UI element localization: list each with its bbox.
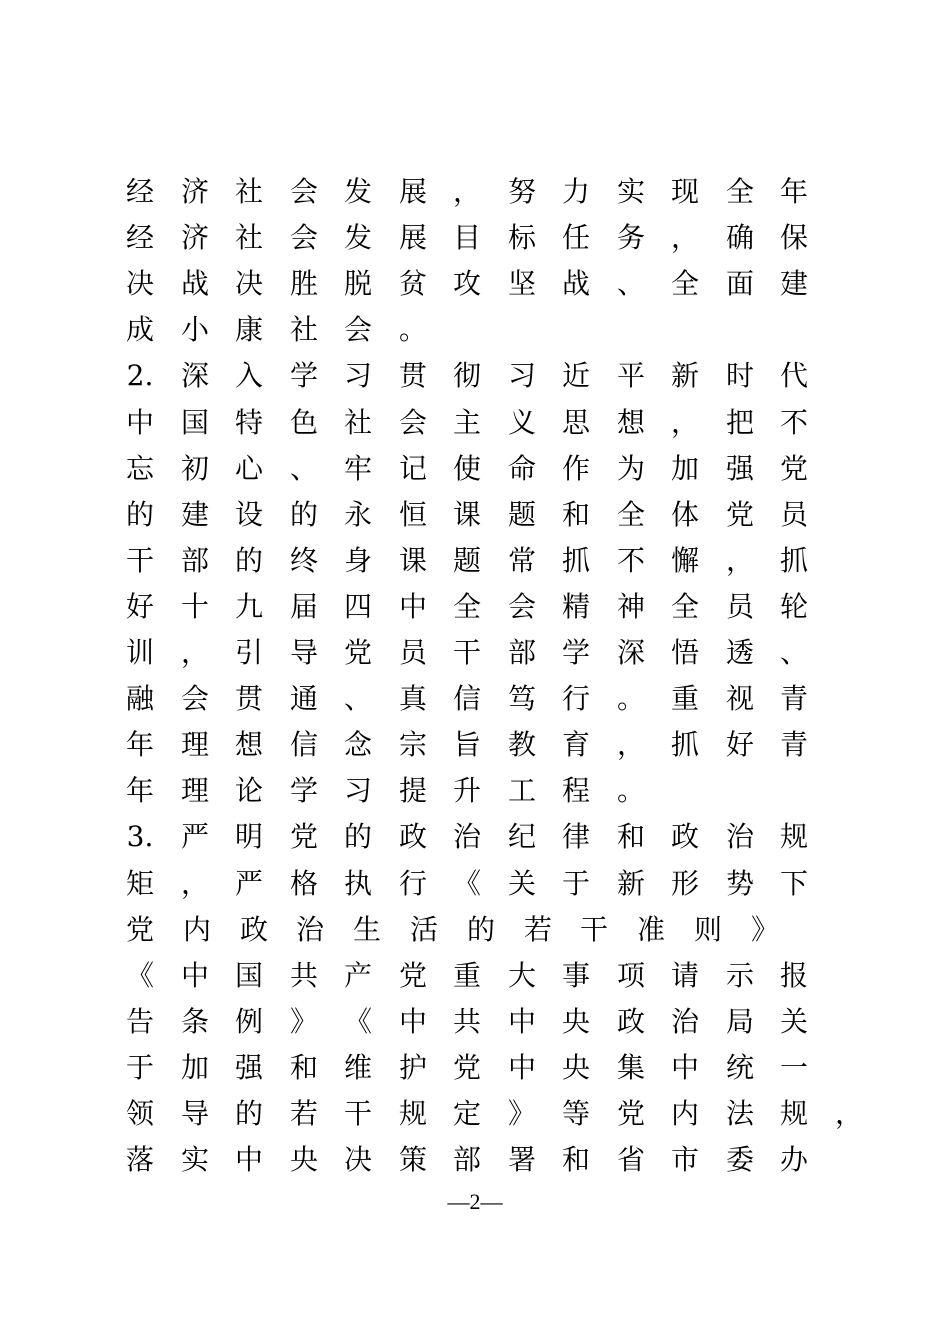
text-char: 任 bbox=[561, 221, 590, 254]
text-char: 省 bbox=[616, 1143, 645, 1176]
text-char: 力 bbox=[561, 175, 590, 208]
text-char: 引 bbox=[234, 636, 263, 669]
text-char: 法 bbox=[725, 1097, 754, 1130]
text-char: 中 bbox=[234, 1143, 263, 1176]
text-char: 务 bbox=[616, 221, 645, 254]
text-line bbox=[124, 499, 844, 539]
text-char: ， bbox=[452, 175, 481, 208]
text-line bbox=[124, 591, 844, 631]
text-char: 确 bbox=[725, 221, 754, 254]
text-char: 2. bbox=[126, 359, 154, 392]
text-char: 例 bbox=[234, 1005, 263, 1038]
text-char: 精 bbox=[561, 590, 590, 623]
text-char: 康 bbox=[234, 313, 263, 346]
text-char: 治 bbox=[725, 820, 754, 853]
text-line bbox=[124, 1052, 844, 1092]
text-char: 共 bbox=[452, 1005, 481, 1038]
text-char: 经 bbox=[125, 175, 154, 208]
text-char: 、 bbox=[343, 682, 372, 715]
text-char: 色 bbox=[289, 406, 318, 439]
text-char: 规 bbox=[779, 820, 808, 853]
text-line bbox=[124, 360, 844, 400]
text-char: 信 bbox=[289, 728, 318, 761]
text-char: 内 bbox=[670, 1097, 699, 1130]
text-char: 战 bbox=[180, 267, 209, 300]
text-char: 干 bbox=[343, 1097, 372, 1130]
text-char: 准 bbox=[636, 913, 665, 946]
text-char: ， bbox=[670, 406, 699, 439]
text-char: 透 bbox=[725, 636, 754, 669]
text-char: 中 bbox=[398, 590, 427, 623]
text-char: 规 bbox=[398, 1097, 427, 1130]
text-char: 贯 bbox=[234, 682, 263, 715]
text-char: 作 bbox=[561, 452, 590, 485]
text-char: 十 bbox=[180, 590, 209, 623]
text-line bbox=[124, 729, 844, 769]
text-char: 关 bbox=[779, 1005, 808, 1038]
text-char: 署 bbox=[507, 1143, 536, 1176]
text-char: 中 bbox=[125, 406, 154, 439]
text-char: 党 bbox=[725, 498, 754, 531]
text-char: 治 bbox=[452, 820, 481, 853]
text-char: 通 bbox=[289, 682, 318, 715]
text-char: 实 bbox=[180, 1143, 209, 1176]
text-char: 把 bbox=[725, 406, 754, 439]
text-char: 抓 bbox=[779, 544, 808, 577]
text-char: 告 bbox=[125, 1005, 154, 1038]
text-char: 保 bbox=[779, 221, 808, 254]
text-char: 体 bbox=[670, 498, 699, 531]
text-char: 初 bbox=[180, 452, 209, 485]
text-char: 特 bbox=[234, 406, 263, 439]
text-char: 和 bbox=[616, 820, 645, 853]
text-char: 政 bbox=[239, 913, 268, 946]
text-char: 重 bbox=[452, 959, 481, 992]
text-char: ， bbox=[670, 221, 699, 254]
text-char: 教 bbox=[507, 728, 536, 761]
text-char: 题 bbox=[507, 498, 536, 531]
text-char: 和 bbox=[289, 1051, 318, 1084]
text-line bbox=[124, 407, 844, 447]
text-char: 好 bbox=[725, 728, 754, 761]
text-char: 年 bbox=[125, 728, 154, 761]
text-char: 轮 bbox=[779, 590, 808, 623]
text-line bbox=[124, 176, 844, 216]
text-char: 习 bbox=[343, 774, 372, 807]
text-char: 央 bbox=[561, 1051, 590, 1084]
text-char: 《 bbox=[452, 867, 481, 900]
text-char: 旨 bbox=[452, 728, 481, 761]
text-char: ， bbox=[180, 867, 209, 900]
text-char: 社 bbox=[289, 313, 318, 346]
text-char: 身 bbox=[343, 544, 372, 577]
text-char: 办 bbox=[779, 1143, 808, 1176]
text-char: 关 bbox=[507, 867, 536, 900]
text-char: 强 bbox=[725, 452, 754, 485]
text-char: 加 bbox=[670, 452, 699, 485]
text-char: 中 bbox=[507, 1005, 536, 1038]
text-line bbox=[124, 960, 844, 1000]
text-char: 社 bbox=[234, 175, 263, 208]
text-char: 程 bbox=[561, 774, 590, 807]
text-char: 决 bbox=[125, 267, 154, 300]
text-char: 政 bbox=[670, 820, 699, 853]
text-char: 恒 bbox=[398, 498, 427, 531]
text-char: 决 bbox=[234, 267, 263, 300]
text-char: 成 bbox=[125, 313, 154, 346]
text-char: 实 bbox=[616, 175, 645, 208]
text-char: 纪 bbox=[507, 820, 536, 853]
text-char: 思 bbox=[561, 406, 590, 439]
text-char: 届 bbox=[289, 590, 318, 623]
text-char: 请 bbox=[670, 959, 699, 992]
text-char: 平 bbox=[616, 359, 645, 392]
text-char: 共 bbox=[289, 959, 318, 992]
text-char: 导 bbox=[289, 636, 318, 669]
text-char: 员 bbox=[725, 590, 754, 623]
text-line bbox=[124, 1006, 844, 1046]
text-char: 若 bbox=[289, 1097, 318, 1130]
text-char: 社 bbox=[234, 221, 263, 254]
text-char: 济 bbox=[180, 221, 209, 254]
text-char: 的 bbox=[466, 913, 495, 946]
text-char: 、 bbox=[289, 452, 318, 485]
text-char: 升 bbox=[452, 774, 481, 807]
text-char: 育 bbox=[561, 728, 590, 761]
text-char: 干 bbox=[125, 544, 154, 577]
text-char: 青 bbox=[779, 682, 808, 715]
text-char: 心 bbox=[234, 452, 263, 485]
text-char: 永 bbox=[343, 498, 372, 531]
text-char: 规 bbox=[779, 1097, 808, 1130]
text-line bbox=[124, 222, 844, 262]
text-char: 信 bbox=[452, 682, 481, 715]
text-char: 会 bbox=[289, 175, 318, 208]
text-char: 集 bbox=[616, 1051, 645, 1084]
text-char: 于 bbox=[561, 867, 590, 900]
page-number: —2— bbox=[447, 1189, 503, 1214]
text-char: 发 bbox=[343, 175, 372, 208]
text-char: 生 bbox=[352, 913, 381, 946]
text-char: 义 bbox=[507, 406, 536, 439]
text-line bbox=[124, 268, 844, 308]
text-char: 、 bbox=[779, 636, 808, 669]
text-char: 干 bbox=[579, 913, 608, 946]
text-char: 落 bbox=[125, 1143, 154, 1176]
text-line bbox=[124, 637, 844, 677]
text-char: 近 bbox=[561, 359, 590, 392]
text-char: 行 bbox=[398, 867, 427, 900]
text-char: 课 bbox=[398, 544, 427, 577]
text-char: 新 bbox=[670, 359, 699, 392]
text-char: 项 bbox=[616, 959, 645, 992]
text-char: 国 bbox=[234, 959, 263, 992]
text-char: 治 bbox=[670, 1005, 699, 1038]
text-char: 标 bbox=[507, 221, 536, 254]
text-char: 会 bbox=[343, 313, 372, 346]
text-char: 贯 bbox=[398, 359, 427, 392]
text-char: 常 bbox=[507, 544, 536, 577]
text-char: 论 bbox=[234, 774, 263, 807]
text-char: 党 bbox=[289, 820, 318, 853]
text-char: 懈 bbox=[670, 544, 699, 577]
text-char: 的 bbox=[234, 1097, 263, 1130]
text-char: 统 bbox=[725, 1051, 754, 1084]
text-char: 。 bbox=[616, 774, 645, 807]
text-char: 委 bbox=[725, 1143, 754, 1176]
text-char: 格 bbox=[289, 867, 318, 900]
text-char: 建 bbox=[779, 267, 808, 300]
text-char: 中 bbox=[507, 1051, 536, 1084]
text-char: 主 bbox=[452, 406, 481, 439]
text-line bbox=[124, 775, 844, 815]
text-char: 年 bbox=[779, 175, 808, 208]
text-line bbox=[124, 683, 844, 723]
text-char: ， bbox=[725, 544, 754, 577]
text-char: 发 bbox=[343, 221, 372, 254]
text-char: 四 bbox=[343, 590, 372, 623]
text-char: 等 bbox=[561, 1097, 590, 1130]
text-char: 不 bbox=[616, 544, 645, 577]
text-char: 加 bbox=[180, 1051, 209, 1084]
text-char: 全 bbox=[452, 590, 481, 623]
text-char: 深 bbox=[180, 359, 209, 392]
text-char: 不 bbox=[779, 406, 808, 439]
text-char: 贫 bbox=[398, 267, 427, 300]
text-char: 严 bbox=[234, 867, 263, 900]
text-char: 员 bbox=[779, 498, 808, 531]
text-line bbox=[124, 314, 844, 354]
text-char: 笃 bbox=[507, 682, 536, 715]
text-char: 会 bbox=[507, 590, 536, 623]
text-char: 全 bbox=[616, 498, 645, 531]
text-char: 部 bbox=[452, 1143, 481, 1176]
text-char: 》 bbox=[507, 1097, 536, 1130]
text-char: 设 bbox=[234, 498, 263, 531]
text-line bbox=[124, 545, 844, 585]
text-char: 律 bbox=[561, 820, 590, 853]
text-char: 明 bbox=[234, 820, 263, 853]
text-char: 建 bbox=[180, 498, 209, 531]
text-char: 。 bbox=[398, 313, 427, 346]
text-char: 治 bbox=[295, 913, 324, 946]
text-char: 学 bbox=[289, 774, 318, 807]
text-char: 严 bbox=[180, 820, 209, 853]
text-char: 济 bbox=[180, 175, 209, 208]
text-char: 青 bbox=[779, 728, 808, 761]
text-char: 战 bbox=[561, 267, 590, 300]
text-char: 脱 bbox=[343, 267, 372, 300]
text-char: 党 bbox=[343, 636, 372, 669]
text-char: 全 bbox=[725, 175, 754, 208]
text-char: 学 bbox=[561, 636, 590, 669]
text-char: 展 bbox=[398, 221, 427, 254]
text-char: 抓 bbox=[561, 544, 590, 577]
text-char: 政 bbox=[616, 1005, 645, 1038]
text-char: 政 bbox=[398, 820, 427, 853]
text-char: 央 bbox=[289, 1143, 318, 1176]
text-char: 悟 bbox=[670, 636, 699, 669]
text-char: 领 bbox=[125, 1097, 154, 1130]
text-char: 融 bbox=[125, 682, 154, 715]
text-line bbox=[124, 914, 844, 954]
text-char: 重 bbox=[670, 682, 699, 715]
text-char: 党 bbox=[452, 1051, 481, 1084]
text-char: 矩 bbox=[125, 867, 154, 900]
text-char: 终 bbox=[289, 544, 318, 577]
text-char: 导 bbox=[180, 1097, 209, 1130]
text-char: 大 bbox=[507, 959, 536, 992]
text-char: 央 bbox=[561, 1005, 590, 1038]
text-char: 新 bbox=[616, 867, 645, 900]
text-char: 执 bbox=[343, 867, 372, 900]
text-char: 胜 bbox=[289, 267, 318, 300]
text-char: 和 bbox=[561, 498, 590, 531]
text-char: 课 bbox=[452, 498, 481, 531]
text-char: 攻 bbox=[452, 267, 481, 300]
text-char: 党 bbox=[616, 1097, 645, 1130]
text-char: 习 bbox=[507, 359, 536, 392]
text-char: 理 bbox=[180, 728, 209, 761]
text-line bbox=[124, 868, 844, 908]
text-char: 干 bbox=[452, 636, 481, 669]
text-char: 的 bbox=[343, 820, 372, 853]
text-line bbox=[124, 821, 844, 861]
text-char: 局 bbox=[725, 1005, 754, 1038]
text-char: 会 bbox=[180, 682, 209, 715]
text-char: 党 bbox=[398, 959, 427, 992]
text-char: 市 bbox=[670, 1143, 699, 1176]
text-char: 《 bbox=[125, 959, 154, 992]
text-char: 面 bbox=[725, 267, 754, 300]
text-char: 条 bbox=[180, 1005, 209, 1038]
text-char: 时 bbox=[725, 359, 754, 392]
text-char: 彻 bbox=[452, 359, 481, 392]
text-char: 宗 bbox=[398, 728, 427, 761]
text-char: 使 bbox=[452, 452, 481, 485]
text-char: 维 bbox=[343, 1051, 372, 1084]
text-char: 则 bbox=[693, 913, 722, 946]
text-char: 视 bbox=[725, 682, 754, 715]
text-char: 会 bbox=[398, 406, 427, 439]
text-char: 命 bbox=[507, 452, 536, 485]
text-char: 坚 bbox=[507, 267, 536, 300]
text-char: 入 bbox=[234, 359, 263, 392]
text-char: 若 bbox=[523, 913, 552, 946]
text-char: 《 bbox=[343, 1005, 372, 1038]
text-char: 习 bbox=[343, 359, 372, 392]
text-char: 工 bbox=[507, 774, 536, 807]
text-char: 党 bbox=[779, 452, 808, 485]
text-char: 社 bbox=[343, 406, 372, 439]
text-char: 会 bbox=[289, 221, 318, 254]
text-char: 部 bbox=[507, 636, 536, 669]
text-char: 深 bbox=[616, 636, 645, 669]
text-char: 一 bbox=[779, 1051, 808, 1084]
text-char: 目 bbox=[452, 221, 481, 254]
text-char: 好 bbox=[125, 590, 154, 623]
text-char: 国 bbox=[180, 406, 209, 439]
text-char: 中 bbox=[180, 959, 209, 992]
text-char: 现 bbox=[670, 175, 699, 208]
text-char: 为 bbox=[616, 452, 645, 485]
text-char: 强 bbox=[234, 1051, 263, 1084]
text-char: 产 bbox=[343, 959, 372, 992]
text-char: 3. bbox=[126, 820, 154, 853]
text-char: 内 bbox=[182, 913, 211, 946]
text-char: 年 bbox=[125, 774, 154, 807]
text-char: 报 bbox=[779, 959, 808, 992]
text-char: 于 bbox=[125, 1051, 154, 1084]
text-char: 》 bbox=[750, 913, 779, 946]
text-char: 行 bbox=[561, 682, 590, 715]
text-line bbox=[124, 1097, 863, 1138]
text-char: 理 bbox=[180, 774, 209, 807]
text-char: ， bbox=[616, 728, 645, 761]
text-line bbox=[124, 1144, 844, 1184]
text-char: 代 bbox=[779, 359, 808, 392]
text-char: 想 bbox=[234, 728, 263, 761]
text-char: 记 bbox=[398, 452, 427, 485]
text-char: 真 bbox=[398, 682, 427, 715]
text-char: 努 bbox=[507, 175, 536, 208]
text-char: 经 bbox=[125, 221, 154, 254]
text-char: 中 bbox=[398, 1005, 427, 1038]
text-char: 》 bbox=[289, 1005, 318, 1038]
text-char: 党 bbox=[125, 913, 154, 946]
text-char: 员 bbox=[398, 636, 427, 669]
text-char: ， bbox=[180, 636, 209, 669]
text-char: 护 bbox=[398, 1051, 427, 1084]
text-char: 活 bbox=[409, 913, 438, 946]
text-char: 示 bbox=[725, 959, 754, 992]
text-char: 神 bbox=[616, 590, 645, 623]
text-char: 的 bbox=[289, 498, 318, 531]
text-char: 。 bbox=[616, 682, 645, 715]
text-char: 念 bbox=[343, 728, 372, 761]
text-char: 中 bbox=[670, 1051, 699, 1084]
text-char: 小 bbox=[180, 313, 209, 346]
text-char: 全 bbox=[670, 267, 699, 300]
text-char: 、 bbox=[616, 267, 645, 300]
text-char: 部 bbox=[180, 544, 209, 577]
text-char: 的 bbox=[125, 498, 154, 531]
text-char: 定 bbox=[452, 1097, 481, 1130]
text-char: 训 bbox=[125, 636, 154, 669]
text-line bbox=[124, 453, 844, 493]
text-char: 决 bbox=[343, 1143, 372, 1176]
text-char: 题 bbox=[452, 544, 481, 577]
text-char: 下 bbox=[779, 867, 808, 900]
text-char: 全 bbox=[670, 590, 699, 623]
text-char: 势 bbox=[725, 867, 754, 900]
text-char: 牢 bbox=[343, 452, 372, 485]
text-char: ， bbox=[834, 1097, 863, 1130]
text-char: 形 bbox=[670, 867, 699, 900]
text-char: 策 bbox=[398, 1143, 427, 1176]
text-char: 提 bbox=[398, 774, 427, 807]
text-char: 展 bbox=[398, 175, 427, 208]
text-char: 的 bbox=[234, 544, 263, 577]
text-char: 事 bbox=[561, 959, 590, 992]
text-char: 九 bbox=[234, 590, 263, 623]
text-char: 学 bbox=[289, 359, 318, 392]
text-char: 忘 bbox=[125, 452, 154, 485]
text-char: 抓 bbox=[670, 728, 699, 761]
text-char: 想 bbox=[616, 406, 645, 439]
text-char: 和 bbox=[561, 1143, 590, 1176]
